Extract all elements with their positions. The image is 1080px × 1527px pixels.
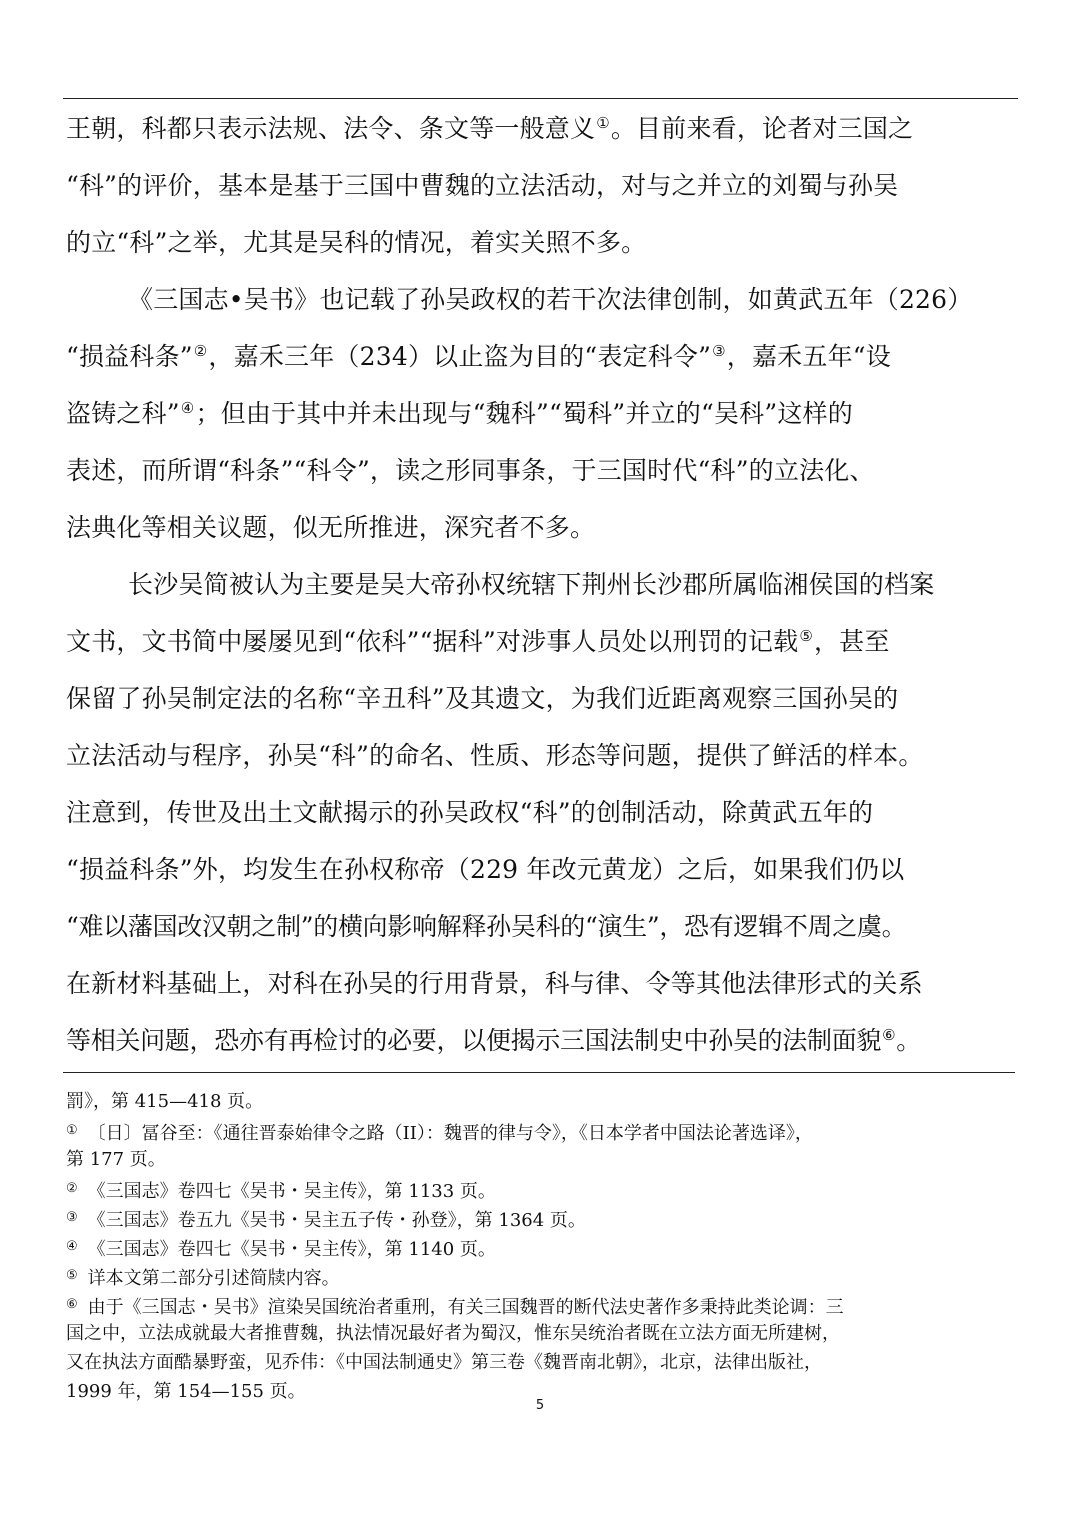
- body-line: 法典化等相关议题，似无所推进，深究者不多。: [66, 513, 596, 542]
- body-line: 王朝，科都只表示法规、法令、条文等一般意义①。目前来看，论者对三国之: [66, 114, 914, 143]
- footnote-ref[interactable]: ②: [193, 342, 208, 360]
- footnote-ref[interactable]: ③: [712, 342, 726, 360]
- main-text: [66, 100, 1021, 1069]
- footnote-number: ④: [66, 1239, 78, 1254]
- footnote-number: ③: [66, 1210, 78, 1225]
- body-line: “损益科条”外，均发生在孙权称帝（229 年改元黄龙）之后，如果我们仍以: [66, 855, 905, 884]
- footnote-number: ②: [66, 1181, 78, 1196]
- footnote-number: ①: [66, 1123, 78, 1138]
- body-line: 长沙吴简被认为主要是吴大帝孙权统辖下荆州长沙郡所属临湘侯国的档案: [128, 570, 935, 599]
- footnote-item: ⑤ 详本文第二部分引述简牍内容。: [66, 1268, 340, 1289]
- footnote-line: 又在执法方面酷暴野蛮，见乔伟：《中国法制通史》第三卷《魏晋南北朝》，北京，法律出版社，: [66, 1352, 822, 1373]
- footnote-item: ⑥ 由于《三国志・吴书》渲染吴国统治者重刑，有关三国魏晋的断代法史著作多秉持此类论调：三: [66, 1297, 844, 1318]
- footnotes: [66, 1087, 1016, 1406]
- footnote-ref[interactable]: ④: [180, 399, 195, 417]
- footnote-ref[interactable]: ⑤: [799, 627, 813, 645]
- footnote-line: 1999 年，第 154—155 页。: [66, 1381, 306, 1402]
- body-line: 等相关问题，恐亦有再检讨的必要，以便揭示三国法制史中孙吴的法制面貌⑥。: [66, 1026, 921, 1055]
- body-line: 的立“科”之举，尤其是吴科的情况，着实关照不多。: [66, 228, 647, 257]
- body-line: “科”的评价，基本是基于三国中曹魏的立法活动，对与之并立的刘蜀与孙吴: [66, 171, 899, 200]
- footnote-continuation: 罰》，第 415—418 页。: [66, 1091, 264, 1112]
- footnote-line: 第 177 页。: [66, 1149, 166, 1170]
- body-line: 在新材料基础上，对科在孙吴的行用背景，科与律、令等其他法律形式的关系: [66, 969, 923, 998]
- body-line: 保留了孙吴制定法的名称“辛丑科”及其遗文，为我们近距离观察三国孙吴的: [66, 684, 899, 713]
- footnote-number: ⑤: [66, 1268, 78, 1283]
- body-line: 表述，而所谓“科条”“科令”，读之形同事条，于三国时代“科”的立法化、: [66, 456, 875, 485]
- footnote-item: ① 〔日〕冨谷至：《通往晋泰始律令之路（II）：魏晋的律与令》，《日本学者中国法论著选译》，: [66, 1123, 813, 1144]
- footnote-item: ④ 《三国志》卷四七《吴书・吴主传》，第 1140 页。: [66, 1239, 496, 1260]
- body-line: “难以藩国改汉朝之制”的横向影响解释孙吴科的“演生”，恐有逻辑不周之虞。: [66, 912, 907, 941]
- body-line: “损益科条”②，嘉禾三年（234）以止盗为目的“表定科令”③，嘉禾五年“设: [66, 342, 891, 371]
- footnote-line: 国之中，立法成就最大者推曹魏，执法情况最好者为蜀汉，惟东吴统治者既在立法方面无所建树，: [66, 1323, 840, 1344]
- footnote-item: ② 《三国志》卷四七《吴书・吴主传》，第 1133 页。: [66, 1181, 496, 1202]
- footnote-ref[interactable]: ①: [596, 114, 610, 132]
- page-number: 5: [535, 1398, 545, 1413]
- body-line: 文书，文书简中屡屡见到“依科”“据科”对涉事人员处以刑罚的记载⑤，甚至: [66, 627, 890, 656]
- body-line: 《三国志•吴书》也记载了孙吴政权的若干次法律创制，如黄武五年（226）: [128, 285, 973, 314]
- footnote-ref[interactable]: ⑥: [882, 1026, 896, 1044]
- body-line: 立法活动与程序，孙吴“科”的命名、性质、形态等问题，提供了鲜活的样本。: [66, 741, 924, 770]
- body-line: 注意到，传世及出土文献揭示的孙吴政权“科”的创制活动，除黄武五年的: [66, 798, 874, 827]
- body-line: 盗铸之科”④；但由于其中并未出现与“魏科”“蜀科”并立的“吴科”这样的: [66, 399, 853, 428]
- footnote-item: ③ 《三国志》卷五九《吴书・吴主五子传・孙登》，第 1364 页。: [66, 1210, 586, 1231]
- footnote-rule: [63, 1072, 1015, 1073]
- footnote-number: ⑥: [66, 1297, 78, 1312]
- header-rule: [63, 98, 1018, 99]
